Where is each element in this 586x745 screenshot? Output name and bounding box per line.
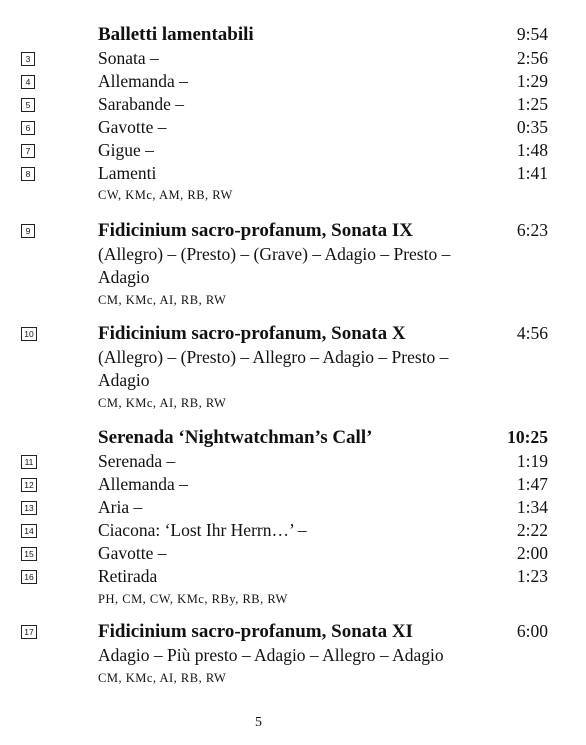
track-number: 7 xyxy=(21,144,35,158)
track-time: 1:34 xyxy=(516,497,548,517)
track-title: Ciacona: ‘Lost Ihr Herrn…’ – xyxy=(98,520,307,540)
track-title: Retirada xyxy=(98,566,158,586)
performers-line: CW, KMc, AM, RB, RW xyxy=(98,188,233,202)
track-time: 2:22 xyxy=(516,520,548,540)
track-row xyxy=(0,70,586,93)
work-heading xyxy=(0,619,586,644)
performers-line: CM, KMc, AI, RB, RW xyxy=(98,293,227,307)
track-time: 1:29 xyxy=(516,71,548,91)
track-number: 14 xyxy=(21,524,37,538)
movements-line: Adagio – Più presto – Adagio – Allegro – Adagio xyxy=(98,645,444,665)
track-row xyxy=(0,496,586,519)
track-number: 6 xyxy=(21,121,35,135)
work-heading xyxy=(0,22,586,47)
track-number: 16 xyxy=(21,570,37,584)
track-time: 1:48 xyxy=(516,140,548,160)
work-heading xyxy=(0,218,586,243)
track-number: 12 xyxy=(21,478,37,492)
page-number: 5 xyxy=(255,715,262,730)
work-total-time: 10:25 xyxy=(507,427,548,447)
track-number: 11 xyxy=(21,455,37,469)
track-time: 1:41 xyxy=(516,163,548,183)
track-time: 2:56 xyxy=(516,48,548,68)
performers-line: CM, KMc, AI, RB, RW xyxy=(98,396,227,410)
work-heading xyxy=(0,425,586,450)
movements-line: (Allegro) – (Presto) – Allegro – Adagio – Presto – xyxy=(98,347,449,367)
sonata-x-section xyxy=(0,321,586,410)
track-row xyxy=(0,139,586,162)
track-title: Gigue – xyxy=(98,140,154,160)
track-row xyxy=(0,542,586,565)
track-time: 1:23 xyxy=(516,566,548,586)
work-title: Fidicinium sacro-profanum, Sonata X xyxy=(98,323,406,344)
track-number: 13 xyxy=(21,501,37,515)
track-time: 1:47 xyxy=(516,474,548,494)
balletti-section xyxy=(0,22,586,202)
work-total-time: 4:56 xyxy=(516,323,548,343)
track-title: Serenada – xyxy=(98,451,176,471)
track-number: 4 xyxy=(21,75,35,89)
performers-line: CM, KMc, AI, RB, RW xyxy=(98,671,227,685)
track-row xyxy=(0,473,586,496)
track-time: 1:19 xyxy=(516,451,548,471)
work-title: Balletti lamentabili xyxy=(98,24,254,45)
track-number: 9 xyxy=(21,224,35,238)
track-title: Sonata – xyxy=(98,48,159,68)
track-title: Sarabande – xyxy=(98,94,185,114)
work-total-time: 6:23 xyxy=(516,220,548,240)
track-row xyxy=(0,450,586,473)
work-title: Serenada ‘Nightwatchman’s Call’ xyxy=(98,427,373,448)
work-title: Fidicinium sacro-profanum, Sonata XI xyxy=(98,621,413,642)
track-number: 10 xyxy=(21,327,37,341)
track-title: Allemanda – xyxy=(98,474,188,494)
performers-line: PH, CM, CW, KMc, RBy, RB, RW xyxy=(98,592,288,606)
track-number: 5 xyxy=(21,98,35,112)
track-title: Allemanda – xyxy=(98,71,188,91)
movements-line: (Allegro) – (Presto) – (Grave) – Adagio – Presto – xyxy=(98,244,451,264)
movements-line: Adagio xyxy=(98,267,150,287)
track-row xyxy=(0,47,586,70)
sonata-ix-section xyxy=(0,218,586,307)
track-number: 8 xyxy=(21,167,35,181)
track-title: Aria – xyxy=(98,497,143,517)
work-heading xyxy=(0,321,586,346)
track-time: 2:00 xyxy=(516,543,548,563)
work-total-time: 9:54 xyxy=(516,24,548,44)
work-title: Fidicinium sacro-profanum, Sonata IX xyxy=(98,220,413,241)
track-row xyxy=(0,93,586,116)
work-total-time: 6:00 xyxy=(516,621,548,641)
sonata-xi-section xyxy=(0,619,586,685)
track-title: Gavotte – xyxy=(98,117,167,137)
track-row xyxy=(0,519,586,542)
track-number: 17 xyxy=(21,625,37,639)
track-row xyxy=(0,116,586,139)
track-time: 0:35 xyxy=(516,117,548,137)
track-title: Lamenti xyxy=(98,163,157,183)
track-row xyxy=(0,162,586,185)
track-row xyxy=(0,565,586,588)
serenada-section xyxy=(0,425,586,606)
track-number: 3 xyxy=(21,52,35,66)
track-time: 1:25 xyxy=(516,94,548,114)
movements-line: Adagio xyxy=(98,370,150,390)
track-title: Gavotte – xyxy=(98,543,167,563)
track-number: 15 xyxy=(21,547,37,561)
